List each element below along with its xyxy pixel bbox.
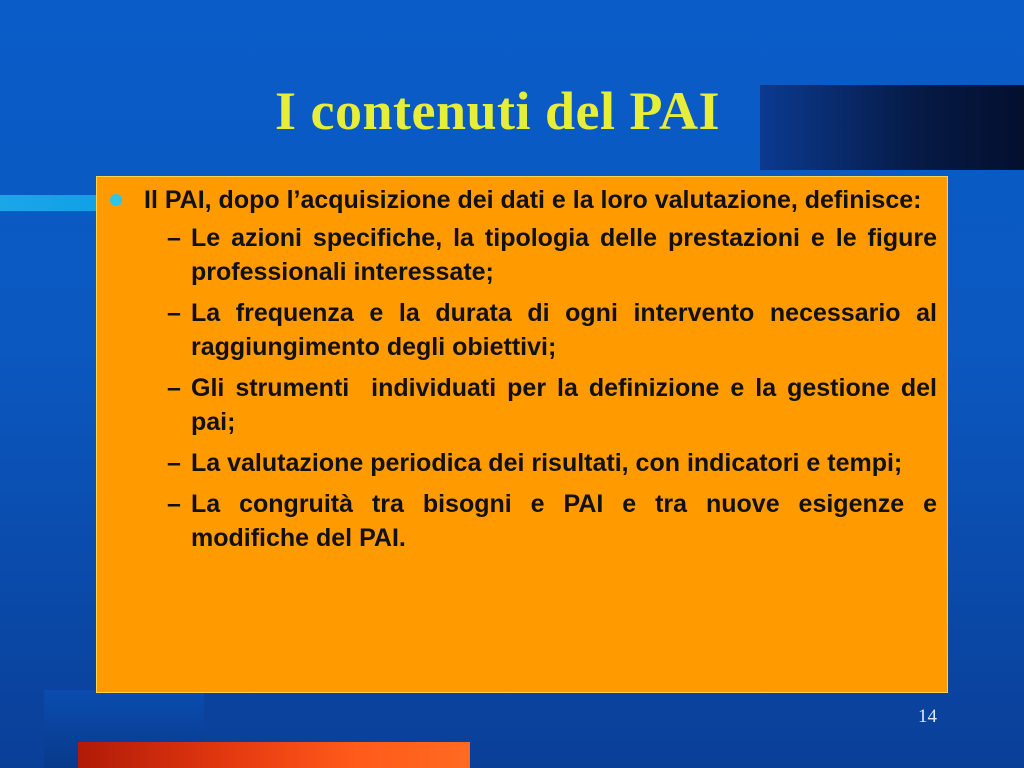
slide-title: I contenuti del PAI [275, 81, 721, 141]
decorative-dark-block [760, 85, 1024, 170]
sub-bullet-item [107, 296, 937, 364]
sub-bullet-list [107, 221, 944, 555]
content-box [96, 176, 948, 693]
bullet-dot-icon [110, 194, 122, 206]
sub-bullet-item [107, 487, 937, 555]
sub-bullet-text: La valutazione periodica dei risultati, con indicatori e tempi; [191, 449, 903, 477]
sub-bullet-text: La congruità tra bisogni e PAI e tra nuove esigenze e modifiche del PAI. [191, 490, 937, 552]
main-bullet-item [107, 183, 937, 217]
page-number: 14 [918, 706, 937, 727]
decorative-cyan-bar [0, 195, 100, 211]
sub-bullet-item [107, 221, 937, 289]
sub-bullet-text: Gli strumenti individuati per la definizione e la gestione del pai; [191, 374, 944, 436]
dash-marker: – [167, 490, 181, 518]
sub-bullet-item [107, 446, 937, 480]
dash-marker: – [167, 299, 181, 327]
dash-marker: – [167, 449, 181, 477]
dash-marker: – [167, 224, 181, 252]
sub-bullet-text: Le azioni specifiche, la tipologia delle prestazioni e le figure professionali interessate; [191, 224, 937, 286]
dash-marker: – [167, 374, 181, 402]
main-bullet-text: Il PAI, dopo l’acquisizione dei dati e la loro valutazione, definisce: [144, 186, 922, 214]
sub-bullet-item [107, 371, 944, 439]
decorative-red-bar [78, 742, 470, 768]
sub-bullet-text: La frequenza e la durata di ogni intervento necessario al raggiungimento degli obiettivi; [191, 299, 937, 361]
